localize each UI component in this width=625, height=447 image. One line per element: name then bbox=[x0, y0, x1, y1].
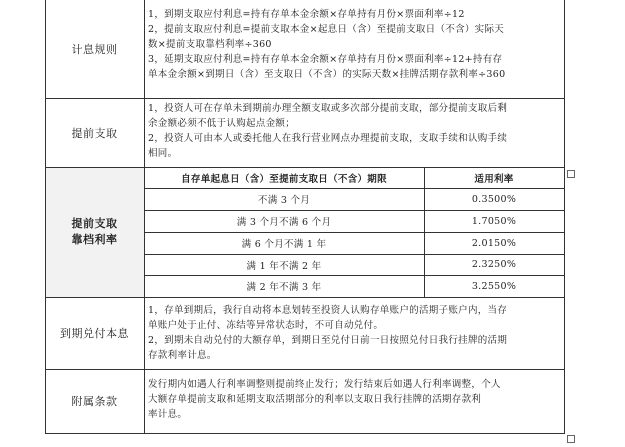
interest-rule-line: 3，延期支取应付利息=持有存单本金余额×存单持有月份×票面利率÷12+持有存 bbox=[148, 54, 503, 65]
early-withdrawal-line: 余金额必须不低于认购起点金额； bbox=[148, 118, 296, 129]
tier-rate-cell: 0.3500% bbox=[471, 193, 517, 205]
interest-rule-line: 单本金余额×到期日（含）至支取日（不含）的实际天数×挂牌活期存款利率÷360 bbox=[148, 69, 506, 80]
maturity-payment-label: 到期兑付本息 bbox=[60, 327, 129, 340]
interest-rule-line: 1，到期支取应付利息=持有存单本金余额×存单持有月份×票面利率÷12 bbox=[148, 9, 465, 20]
additional-terms-line: 发行期内如遇人行利率调整则提前终止发行；发行结束后如遇人行利率调整，个人 bbox=[148, 379, 501, 390]
maturity-payment-line: 单账户处于止付、冻结等异常状态时，不可自动兑付。 bbox=[148, 320, 384, 331]
tier-term-cell: 满 2 年不满 3 年 bbox=[246, 282, 322, 293]
tier-term-cell: 满 3 个月不满 6 个月 bbox=[236, 217, 332, 228]
additional-terms-line: 率计息。 bbox=[148, 409, 188, 420]
early-withdrawal-line: 1，投资人可在存单未到期前办理全额支取或多次部分提前支取，部分提前支取后剩 bbox=[148, 103, 508, 114]
tier-term-cell: 满 1 年不满 2 年 bbox=[246, 260, 322, 272]
table-border-bottom bbox=[45, 433, 565, 434]
maturity-payment-text bbox=[148, 303, 558, 363]
tier-term-header: 自存单起息日（含）至提前支取日（不含）期限 bbox=[181, 173, 387, 185]
early-withdrawal-label: 提前支取 bbox=[71, 126, 118, 140]
cell-marker bbox=[567, 435, 575, 443]
row-divider bbox=[45, 369, 565, 370]
tier-rate-cell: 2.0150% bbox=[471, 237, 517, 249]
interest-rule-line: 2，提前支取应付利息=提前支取本金×起息日（含）至提前支取日（不含）实际天 bbox=[148, 24, 505, 35]
row-divider bbox=[45, 98, 565, 99]
tier-row-divider bbox=[144, 232, 565, 233]
tier-rate-header: 适用利率 bbox=[474, 173, 514, 185]
maturity-payment-line: 1，存单到期后，我行自动将本息划转至投资人认购存单账户的活期子账户内，当存 bbox=[148, 305, 508, 316]
early-withdrawal-line: 相同。 bbox=[148, 148, 178, 159]
cell-marker bbox=[567, 170, 575, 178]
additional-terms-text bbox=[148, 377, 558, 422]
tier-header-divider bbox=[144, 188, 565, 189]
maturity-payment-line: 存款利率计息。 bbox=[148, 350, 217, 361]
tier-rate-label-line2: 靠档利率 bbox=[71, 233, 118, 246]
tier-rate-cell: 2.3250% bbox=[471, 259, 517, 270]
interest-rule-text bbox=[148, 7, 558, 82]
tier-row-divider bbox=[144, 275, 565, 276]
tier-row-divider bbox=[144, 254, 565, 255]
tier-rate-cell: 3.2550% bbox=[471, 280, 517, 292]
row-divider bbox=[45, 167, 565, 168]
interest-rule-line: 数×提前支取靠档利率÷360 bbox=[148, 39, 272, 50]
early-withdrawal-text bbox=[148, 101, 558, 161]
tier-row-divider bbox=[144, 210, 565, 211]
additional-terms-label: 附属条款 bbox=[71, 395, 118, 408]
tier-rate-label bbox=[45, 167, 144, 297]
early-withdrawal-line: 2，投资人可由本人或委托他人在我行营业网点办理提前支取，支取手续和认购手续 bbox=[148, 133, 508, 144]
maturity-payment-line: 2，到期未自动兑付的大额存单，到期日至兑付日前一日按照兑付日我行挂牌的活期 bbox=[148, 335, 508, 346]
tier-term-cell: 满 6 个月不满 1 年 bbox=[241, 239, 327, 250]
row-divider bbox=[45, 297, 565, 298]
tier-rate-label-line1: 提前支取 bbox=[71, 217, 118, 230]
interest-rule-label: 计息规则 bbox=[71, 43, 118, 56]
additional-terms-line: 大额存单提前支取和延期支取活期部分的利率以支取日我行挂牌的活期存款利 bbox=[148, 394, 482, 405]
tier-term-cell: 不满 3 个月 bbox=[257, 195, 311, 206]
tier-rate-cell: 1.7050% bbox=[471, 215, 517, 227]
